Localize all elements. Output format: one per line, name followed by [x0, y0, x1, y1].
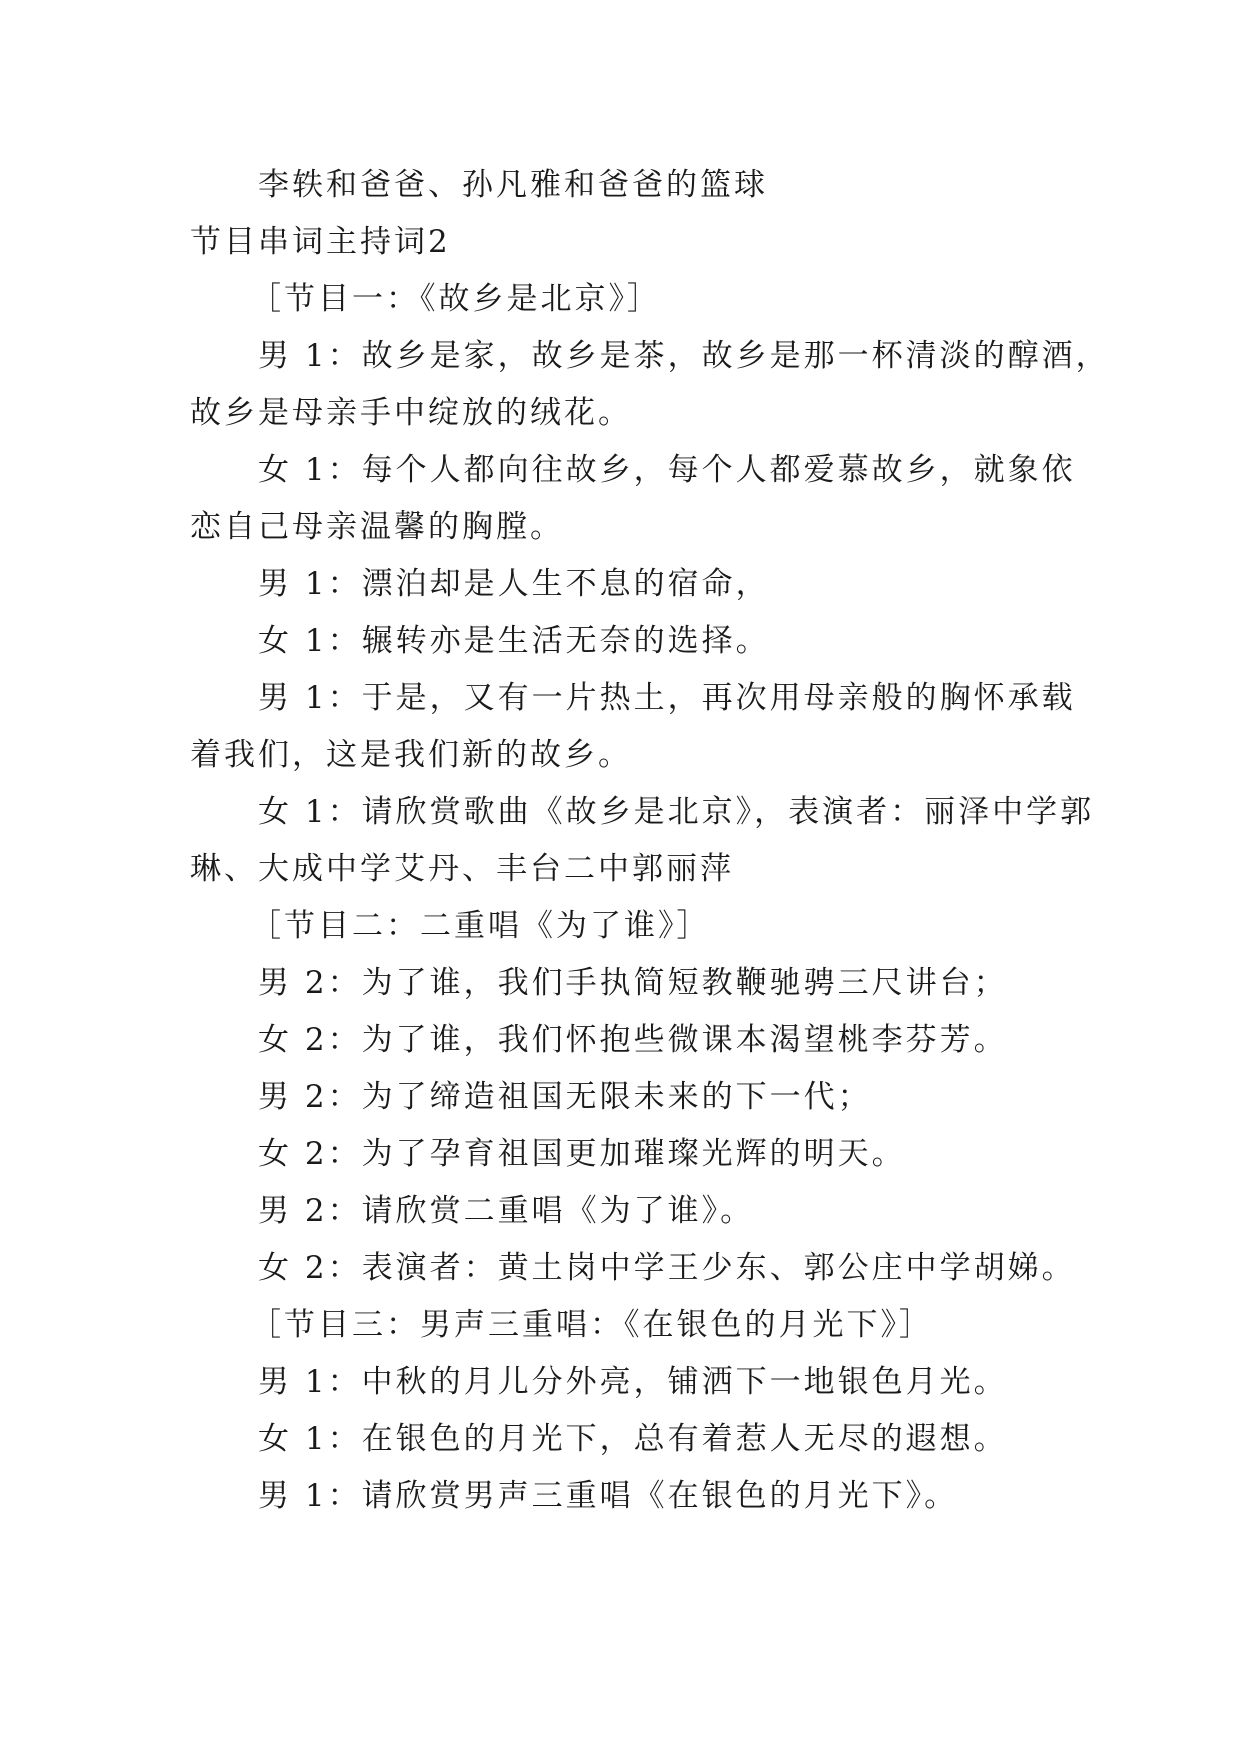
dialogue-line: 女 1：辗转亦是生活无奈的选择。 — [258, 623, 770, 659]
dialogue-line: 女 1：每个人都向往故乡，每个人都爱慕故乡，就象依 — [258, 452, 1076, 488]
dialogue-line: 男 1：中秋的月儿分外亮，铺洒下一地银色月光。 — [258, 1364, 1008, 1400]
dialogue-line: 男 1：漂泊却是人生不息的宿命， — [258, 566, 770, 602]
dialogue-line: 男 2：请欣赏二重唱《为了谁》。 — [258, 1193, 755, 1229]
dialogue-line: 男 1：请欣赏男声三重唱《在银色的月光下》。 — [258, 1478, 959, 1514]
text-line-closing: 李轶和爸爸、孙凡雅和爸爸的篮球 — [258, 167, 768, 203]
dialogue-line: 女 2：为了谁，我们怀抱些微课本渴望桃李芬芳。 — [258, 1022, 1008, 1058]
dialogue-continuation: 故乡是母亲手中绽放的绒花。 — [190, 395, 632, 431]
program-heading-3: ［节目三：男声三重唱：《在银色的月光下》］ — [250, 1307, 933, 1343]
dialogue-continuation: 着我们，这是我们新的故乡。 — [190, 737, 632, 773]
dialogue-line: 男 1：于是，又有一片热土，再次用母亲般的胸怀承载 — [258, 680, 1076, 716]
dialogue-line: 女 1：请欣赏歌曲《故乡是北京》，表演者：丽泽中学郭 — [258, 794, 1095, 830]
dialogue-line: 男 1：故乡是家，故乡是茶，故乡是那一杯清淡的醇酒， — [258, 338, 1110, 374]
program-heading-2: ［节目二：二重唱《为了谁》］ — [250, 908, 711, 944]
dialogue-line: 男 2：为了缔造祖国无限未来的下一代； — [258, 1079, 872, 1115]
dialogue-line: 女 2：为了孕育祖国更加璀璨光辉的明天。 — [258, 1136, 906, 1172]
dialogue-line: 女 2：表演者：黄土岗中学王少东、郭公庄中学胡娣。 — [258, 1250, 1076, 1286]
program-heading-1: ［节目一：《故乡是北京》］ — [250, 281, 661, 317]
dialogue-continuation: 恋自己母亲温馨的胸膛。 — [190, 509, 564, 545]
dialogue-continuation: 琳、大成中学艾丹、丰台二中郭丽萍 — [190, 851, 734, 887]
section-heading: 节目串词主持词2 — [190, 224, 451, 260]
dialogue-line: 女 1：在银色的月光下，总有着惹人无尽的遐想。 — [258, 1421, 1008, 1457]
dialogue-line: 男 2：为了谁，我们手执简短教鞭驰骋三尺讲台； — [258, 965, 1008, 1001]
